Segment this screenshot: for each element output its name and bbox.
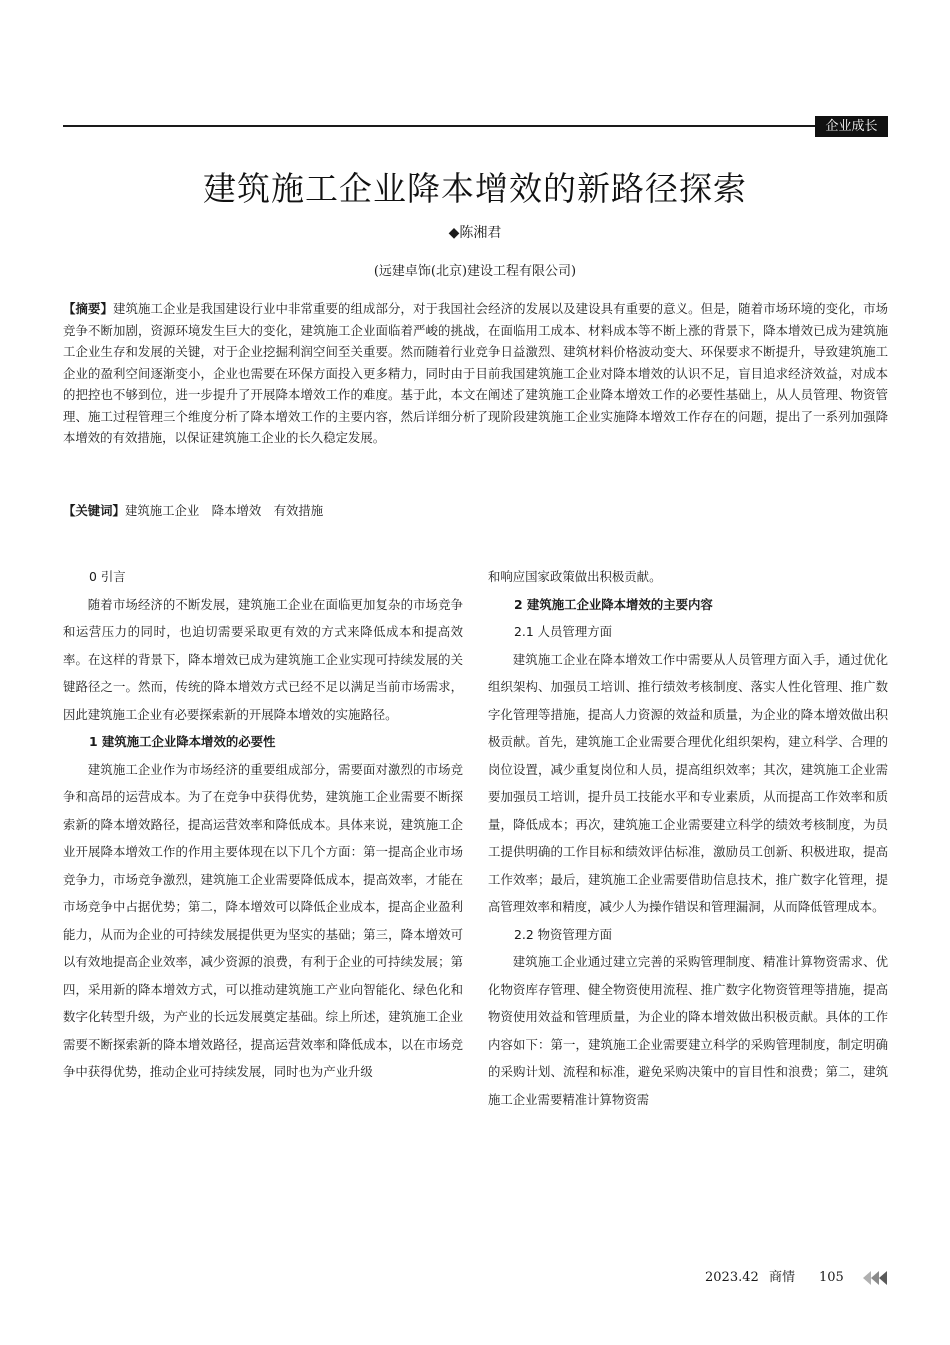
continued-text: 和响应国家政策做出积极贡献。 xyxy=(488,569,662,584)
issue-number: 2023.42 xyxy=(705,1270,759,1285)
section-0-paragraph: 随着市场经济的不断发展，建筑施工企业在面临更加复杂的市场竞争和运营压力的同时，也迫切需要采取更有效的方式来降低成本和提高效率。在这样的背景下，降本增效已成为建筑施工企业实现可持续发展的关键路径之一。然而，传统的降本增效方式已经不足以满足当前市场需求，因此建筑施工企业有必要探索新的开展降本增效的实施路径。 xyxy=(63,596,463,722)
right-column xyxy=(488,563,888,1113)
journal-name: 商情 xyxy=(769,1270,796,1285)
left-column xyxy=(63,563,463,1086)
keywords xyxy=(63,500,888,522)
keywords-text: 建筑施工企业 降本增效 有效措施 xyxy=(124,503,324,518)
section-2-1-heading: 2.1 人员管理方面 xyxy=(514,624,612,639)
affiliation: (远建卓饰(北京)建设工程有限公司) xyxy=(373,264,577,279)
section-1-heading: 1 建筑施工企业降本增效的必要性 xyxy=(89,734,276,749)
triple-chevron-left-icon xyxy=(863,1271,889,1285)
section-0-heading: 0 引言 xyxy=(89,569,126,584)
section-2-heading: 2 建筑施工企业降本增效的主要内容 xyxy=(514,596,713,612)
page-number: 105 xyxy=(819,1270,844,1285)
column-tag: 企业成长 xyxy=(815,116,888,137)
abstract xyxy=(63,298,888,449)
page-footer xyxy=(705,1267,890,1289)
abstract-text: 建筑施工企业是我国建设行业中非常重要的组成部分，对于我国社会经济的发展以及建设具有重要的意义。但是，随着市场环境的变化，市场竞争不断加剧，资源环境发生巨大的变化，建筑施工企业面临着严峻的挑战，在面临用工成本、材料成本等不断上涨的背景下，降本增效已成为建筑施工企业生存和发展的关键，对于企业挖掘利润空间至关重要。然而随着行业竞争日益激烈、建筑材料价格波动变大、环保要求不断提升，导致建筑施工企业的盈利空间逐渐变小，企业也需要在环保方面投入更多精力，同时由于目前我国建筑施工企业对降本增效的认识不足，盲目追求经济效益，对成本的把控也不够到位，进一步提升了开展降本增效工作的难度。基于此，本文在阐述了建筑施工企业降本增效工作的必要性基础上，从人员管理、物资管理、施工过程管理三个维度分析了降本增效工作的主要内容，然后详细分析了现阶段建筑施工企业实施降本增效工作存在的问题，提出了一系列加强降本增效的有效措施，以保证建筑施工企业的长久稳定发展。 xyxy=(63,301,889,445)
section-2-2-paragraph: 建筑施工企业通过建立完善的采购管理制度、精准计算物资需求、优化物资库存管理、健全物资使用流程、推广数字化物资管理等措施，提高物资使用效益和管理质量，为企业的降本增效做出积极贡献。具体的工作内容如下：第一，建筑施工企业需要建立科学的采购管理制度，制定明确的采购计划、流程和标准，避免采购决策中的盲目性和浪费；第二，建筑施工企业需要精准计算物资需 xyxy=(488,954,888,1107)
section-2-2-heading: 2.2 物资管理方面 xyxy=(514,926,612,942)
section-2-1-paragraph: 建筑施工企业在降本增效工作中需要从人员管理方面入手，通过优化组织架构、加强员工培训、推行绩效考核制度、落实人性化管理、推广数字化管理等措施，提高人力资源的效益和质量，为企业的降本增效做出积极贡献。首先，建筑施工企业需要合理优化组织架构，建立科学、合理的岗位设置，减少重复岗位和人员，提高组织效率；其次，建筑施工企业需要加强员工培训，提升员工技能水平和专业素质，从而提高工作效率和质量，降低成本；再次，建筑施工企业需要建立科学的绩效考核制度，为员工提供明确的工作目标和绩效评估标准，激励员工创新、积极进取，提高工作效率；最后，建筑施工企业需要借助信息技术，推广数字化管理，提高管理效率和精度，减少人为操作错误和管理漏洞，从而降低管理成本。 xyxy=(488,651,888,914)
article-title: 建筑施工企业降本增效的新路径探索 xyxy=(203,169,747,208)
section-1-paragraph: 建筑施工企业作为市场经济的重要组成部分，需要面对激烈的市场竞争和高昂的运营成本。为了在竞争中获得优势，建筑施工企业需要不断探索新的降本增效路径，提高运营效率和降低成本。具体来说，建筑施工企业开展降本增效工作的作用主要体现在以下几个方面：第一提高企业市场竞争力，市场竞争激烈，建筑施工企业需要降低成本，提高效率，才能在市场竞争中占据优势；第二，降本增效可以降低企业成本，提高企业盈利能力，从而为企业的可持续发展提供更为坚实的基础；第三，降本增效可以有效地提高企业效率，减少资源的浪费，有利于企业的可持续发展；第四，采用新的降本增效方式，可以推动建筑施工产业向智能化、绿色化和数字化转型升级，为产业的长远发展奠定基础。综上所述，建筑施工企业需要不断探索新的降本增效路径，提高运营效率和降低成本，以在市场竞争中获得优势，推动企业可持续发展，同时也为产业升级 xyxy=(63,761,463,1079)
abstract-label: 【摘要】 xyxy=(63,301,114,316)
header-rule xyxy=(63,125,823,127)
keywords-label: 【关键词】 xyxy=(63,503,125,518)
author: ◆陈湘君 xyxy=(448,225,502,241)
